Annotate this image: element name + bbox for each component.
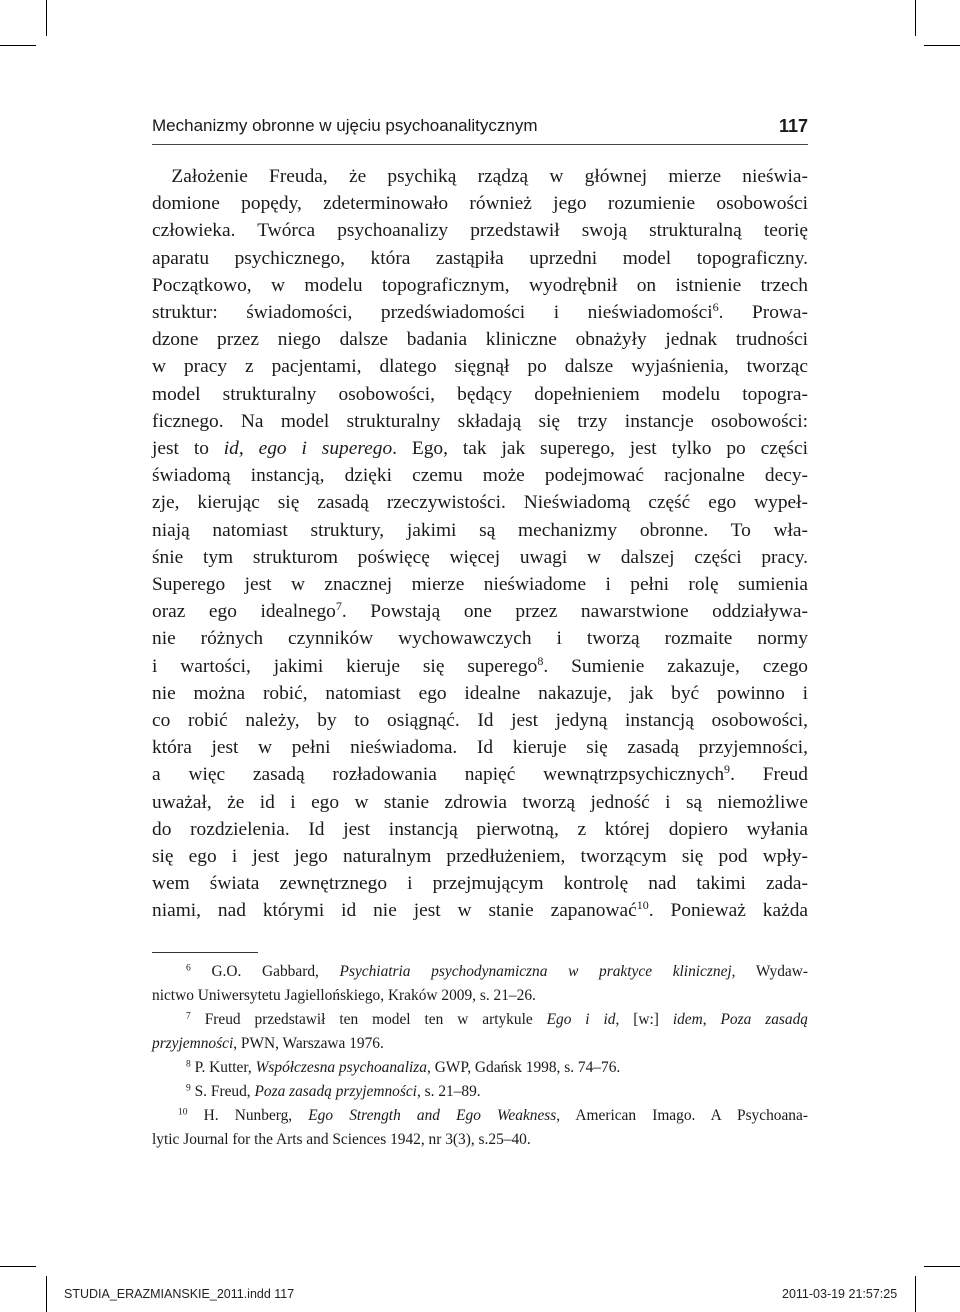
body-paragraph	[152, 163, 808, 925]
footnote-title: Poza zasadą przyjemności	[254, 1083, 417, 1100]
crop-mark	[46, 1276, 47, 1312]
text-segment: . Ego, tak jak superego, jest tylko po części	[392, 438, 808, 460]
footnote-7-cont	[152, 1032, 808, 1056]
text-line: do rozdzielenia. Id jest instancją pierwotną, z której dopiero wyłania	[152, 818, 808, 840]
text-segment: jest to	[152, 438, 224, 460]
text-segment: niami, nad którymi id nie jest w stanie zapanować	[152, 900, 637, 922]
footnote-8	[152, 1056, 808, 1080]
text-segment: oraz ego idealnego	[152, 601, 336, 623]
text-line: wem świata zewnętrznego i przejmującym kontrolę nad takimi zada-	[152, 873, 808, 895]
text-segment: i wartości, jakimi kieruje się superego	[152, 655, 538, 677]
footnote-title: idem	[672, 1011, 703, 1028]
slug-timestamp: 2011-03-19 21:57:25	[782, 1287, 898, 1301]
text-line: Początkowo, w modelu topograficznym, wyodrębnił on istnienie trzech	[152, 274, 808, 296]
footnote-text: , [w:]	[615, 1011, 673, 1028]
text-segment: a więc zasadą rozładowania napięć wewnątrzpsychicznych	[152, 764, 725, 786]
footnote-ref: 6	[712, 299, 719, 314]
footnote-text: , s. 21–89.	[416, 1083, 481, 1100]
footnote-text: G.O. Gabbard,	[211, 963, 340, 980]
footnote-ref: 8	[537, 653, 544, 668]
footnotes	[152, 960, 808, 1152]
text-line: człowieka. Twórca psychoanalizy przedstawił swoją strukturalną teorię	[152, 220, 808, 242]
header-rule	[152, 144, 808, 145]
footnote-10	[152, 1104, 808, 1128]
footnote-text: P. Kutter,	[194, 1059, 256, 1076]
text-segment: . Prowa-	[718, 302, 808, 324]
text-line: zje, kierując się zasadą rzeczywistości. Nieświadomą część ego wypeł-	[152, 492, 808, 514]
text-line	[152, 761, 808, 788]
footnote-number: 10	[178, 1106, 188, 1118]
text-line	[152, 598, 808, 625]
text-segment: . Ponieważ każda	[648, 900, 808, 922]
footnote-rule	[152, 952, 258, 953]
footnote-text: , American Imago. A Psychoana-	[556, 1107, 808, 1124]
italic-term: id, ego i superego	[223, 438, 393, 460]
text-line	[152, 163, 808, 190]
text-line: domione popędy, zdeterminowało również jego rozumienie osobowości	[152, 193, 808, 215]
footnote-title: Poza zasadą	[720, 1011, 808, 1028]
slug-filename: STUDIA_ERAZMIANSKIE_2011.indd 117	[64, 1287, 295, 1301]
crop-mark	[915, 0, 916, 36]
text-segment: . Powstają one przez nawarstwione oddziaływa-	[341, 601, 808, 623]
footnote-6	[152, 960, 808, 984]
text-line	[152, 299, 808, 326]
footnote-number: 6	[186, 962, 191, 974]
crop-mark	[915, 1276, 916, 1312]
running-head-title: Mechanizmy obronne w ujęciu psychoanalitycznym	[152, 116, 538, 135]
footnote-text: Freud przedstawił ten model ten w artykule	[204, 1011, 547, 1028]
footnote-number: 8	[186, 1058, 191, 1070]
footnote-9	[152, 1080, 808, 1104]
text-segment: . Sumienie zakazuje, czego	[543, 655, 808, 677]
running-head	[152, 116, 808, 142]
text-segment: Założenie Freuda, że psychiką rządzą w głównej mierze nieświa-	[171, 166, 808, 187]
crop-mark	[924, 1266, 960, 1267]
footnote-text: , PWN, Warszawa 1976.	[233, 1035, 384, 1052]
text-line: nie można robić, natomiast ego idealne nakazuje, jak być powinno i	[152, 682, 808, 704]
footnote-title: Ego Strength and Ego Weakness	[308, 1107, 557, 1124]
footnote-text: S. Freud,	[194, 1083, 255, 1100]
footnote-title: Współczesna psychoanaliza	[255, 1059, 427, 1076]
footnote-title: Ego i id	[546, 1011, 616, 1028]
page-number: 117	[778, 116, 808, 136]
footnote-10-cont: lytic Journal for the Arts and Sciences 1942, nr 3(3), s.25–40.	[152, 1131, 531, 1148]
footnote-text: , Wydaw-	[731, 963, 808, 980]
text-line: która jest w pełni nieświadoma. Id kieruje się zasadą przyjemności,	[152, 737, 808, 759]
text-line	[152, 653, 808, 680]
footnote-ref: 10	[636, 898, 649, 913]
footnote-6-cont: nictwo Uniwersytetu Jagiellońskiego, Kraków 2009, s. 21–26.	[152, 987, 536, 1004]
footnote-title: Psychiatria psychodynamiczna w praktyce klinicznej	[339, 963, 732, 980]
crop-mark	[0, 1266, 36, 1267]
text-line: Superego jest w znacznej mierze nieświadome i pełni rolę sumienia	[152, 574, 808, 596]
text-line: w pracy z pacjentami, dlatego sięgnął po dalsze wyjaśnienia, tworząc	[152, 356, 808, 378]
footnote-ref: 9	[724, 762, 731, 777]
text-segment: . Freud	[730, 764, 808, 786]
footnote-text: H. Nunberg,	[203, 1107, 309, 1124]
footnote-number: 7	[186, 1010, 191, 1022]
footnote-title: przyjemności	[152, 1035, 234, 1052]
crop-mark	[46, 0, 47, 36]
crop-mark	[924, 45, 960, 46]
text-line: model strukturalny osobowości, będący dopełnieniem modelu topogra-	[152, 383, 808, 405]
text-line	[152, 897, 808, 924]
text-line: co robić należy, by to osiągnąć. Id jest jedyną instancją osobowości,	[152, 710, 808, 732]
text-line: nie różnych czynników wychowawczych i tworzą rozmaite normy	[152, 628, 808, 650]
text-line: świadomą instancją, dzięki czemu może podejmować racjonalne decy-	[152, 465, 808, 487]
text-line: śnie tym strukturom poświęcę więcej uwagi w dalszej części pracy.	[152, 546, 808, 568]
footnote-number: 9	[186, 1082, 191, 1094]
text-line: uważał, że id i ego w stanie zdrowia tworzą jedność i są niemożliwe	[152, 791, 808, 813]
footnote-text: , GWP, Gdańsk 1998, s. 74–76.	[427, 1059, 621, 1076]
text-line: się ego i jest jego naturalnym przedłużeniem, tworzącym się pod wpły-	[152, 846, 808, 868]
text-line: niają natomiast struktury, jakimi są mechanizmy obronne. To wła-	[152, 519, 808, 541]
text-line: ficznego. Na model strukturalny składają się trzy instancje osobowości:	[152, 410, 808, 432]
crop-mark	[0, 45, 36, 46]
text-line	[152, 435, 808, 462]
footnote-ref: 7	[335, 599, 342, 614]
text-line: aparatu psychicznego, która zastąpiła uprzedni model topograficzny.	[152, 247, 808, 269]
footnote-7	[152, 1008, 808, 1032]
footnote-text: ,	[702, 1011, 721, 1028]
text-line: dzone przez niego dalsze badania kliniczne obnażyły jednak trudności	[152, 329, 808, 351]
text-segment: struktur: świadomości, przedświadomości i nieświadomości	[152, 302, 713, 324]
